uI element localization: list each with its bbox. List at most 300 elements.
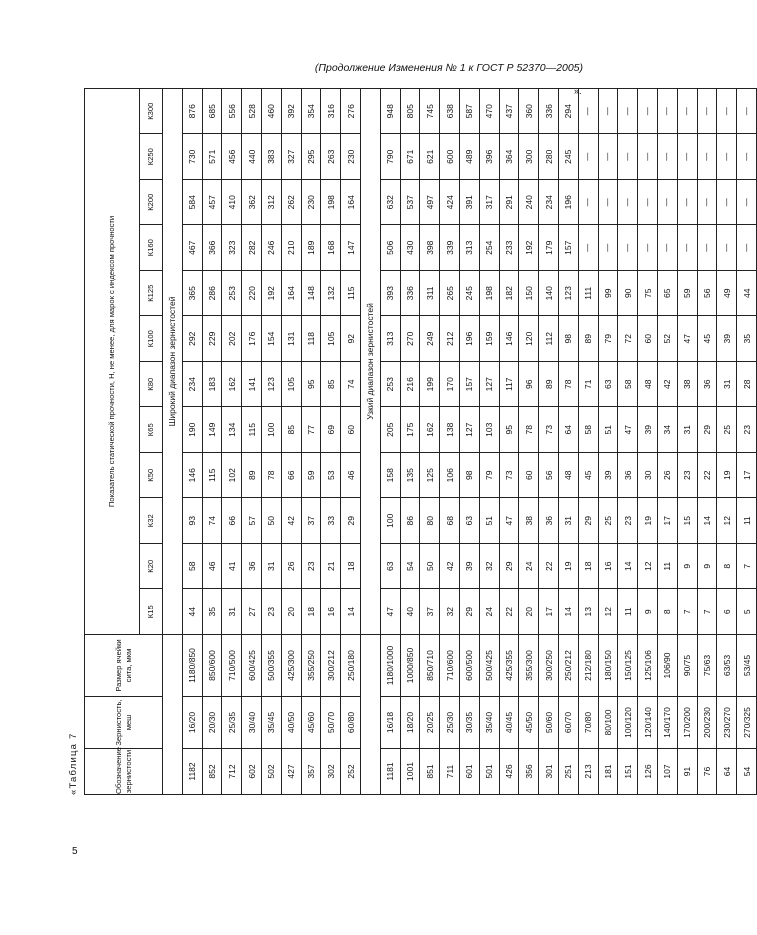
col-grit-mesh: Зернистость, меш [85,697,163,749]
value-cell: 9 [638,589,658,635]
value-cell: 7 [737,544,757,590]
value-cell: 53 [321,453,341,499]
designation-cell: 1001 [400,749,420,795]
value-cell: 23 [677,453,697,499]
table-row [717,88,737,794]
value-cell: 600 [440,134,460,180]
value-cell: 56 [539,453,559,499]
value-cell: 205 [380,407,400,453]
value-cell: 31 [677,407,697,453]
value-cell: 254 [479,225,499,271]
value-cell: 63 [598,362,618,408]
value-cell: 89 [539,362,559,408]
value-cell: 98 [558,316,578,362]
col-grade: К65 [140,407,163,453]
value-cell: 22 [539,544,559,590]
value-cell: 638 [440,88,460,134]
value-cell: 39 [598,453,618,499]
value-cell: 58 [618,362,638,408]
value-cell: 182 [499,271,519,317]
designation-cell: 427 [281,749,301,795]
value-cell: 467 [182,225,202,271]
value-cell: — [657,225,677,271]
value-cell: — [697,88,717,134]
value-cell: 196 [459,316,479,362]
value-cell: 45 [578,453,598,499]
value-cell: 32 [479,544,499,590]
value-cell: 30 [638,453,658,499]
value-cell: 26 [281,544,301,590]
table-row [519,88,539,794]
table-row [657,88,677,794]
section-spacer [360,635,380,795]
value-cell: 391 [459,180,479,226]
value-cell: 96 [519,362,539,408]
value-cell: 14 [618,544,638,590]
value-cell: 437 [499,88,519,134]
value-cell: 14 [558,589,578,635]
value-cell: 14 [341,589,361,635]
value-cell: 45 [697,316,717,362]
value-cell: 457 [202,180,222,226]
value-cell: 196 [558,180,578,226]
designation-cell: 252 [341,749,361,795]
value-cell: 33 [321,498,341,544]
sieve-cell: 850/600 [202,635,222,697]
value-cell: 24 [519,544,539,590]
value-cell: 300 [519,134,539,180]
value-cell: 202 [222,316,242,362]
col-grade: К20 [140,544,163,590]
value-cell: — [737,88,757,134]
value-cell: 383 [261,134,281,180]
col-designation: Обозначение зернистости [85,749,163,795]
value-cell: 189 [301,225,321,271]
value-cell: 23 [618,498,638,544]
value-cell: 123 [261,362,281,408]
value-cell: 50 [261,498,281,544]
grit-cell: 16/20 [182,697,202,749]
value-cell: 19 [558,544,578,590]
value-cell: 183 [202,362,222,408]
value-cell: 16 [598,544,618,590]
value-cell: 115 [242,407,262,453]
value-cell: 29 [499,544,519,590]
value-cell: 57 [242,498,262,544]
table-end-mark: ». [574,86,582,96]
value-cell: 41 [222,544,242,590]
value-cell: 233 [499,225,519,271]
grit-cell: 120/140 [638,697,658,749]
value-cell: 140 [539,271,559,317]
value-cell: 68 [440,498,460,544]
section-row [163,88,183,794]
table-row [578,88,598,794]
value-cell: 52 [657,316,677,362]
value-cell: 42 [657,362,677,408]
grit-cell: 70/80 [578,697,598,749]
value-cell: 49 [717,271,737,317]
table-row [558,88,578,794]
value-cell: 27 [242,589,262,635]
section-spacer [163,635,183,795]
value-cell: 54 [400,544,420,590]
value-cell: 138 [440,407,460,453]
value-cell: — [578,88,598,134]
value-cell: 253 [222,271,242,317]
value-cell: 685 [202,88,222,134]
value-cell: — [697,180,717,226]
value-cell: 42 [440,544,460,590]
value-cell: — [618,225,638,271]
value-cell: 282 [242,225,262,271]
col-grade: К250 [140,134,163,180]
value-cell: — [578,180,598,226]
value-cell: 31 [717,362,737,408]
value-cell: 15 [677,498,697,544]
value-cell: 164 [341,180,361,226]
value-cell: 28 [737,362,757,408]
value-cell: 64 [558,407,578,453]
value-cell: 316 [321,88,341,134]
value-cell: — [677,180,697,226]
value-cell: 46 [202,544,222,590]
value-cell: 159 [479,316,499,362]
sieve-cell: 600/500 [459,635,479,697]
value-cell: 44 [182,589,202,635]
table-row [737,88,757,794]
value-cell: 263 [321,134,341,180]
value-cell: 29 [459,589,479,635]
page-header: (Продолжение Изменения № 1 к ГОСТ Р 52370—2005) [314,62,583,74]
sieve-cell: 150/125 [618,635,638,697]
sieve-cell: 1180/850 [182,635,202,697]
col-grade: К100 [140,316,163,362]
value-cell: 65 [657,271,677,317]
value-cell: 106 [440,453,460,499]
sieve-cell: 300/212 [321,635,341,697]
value-cell: 26 [657,453,677,499]
table-row [301,88,321,794]
designation-cell: 302 [321,749,341,795]
value-cell: 12 [598,589,618,635]
value-cell: 18 [341,544,361,590]
value-cell: 276 [341,88,361,134]
value-cell: 154 [261,316,281,362]
value-cell: 730 [182,134,202,180]
value-cell: 440 [242,134,262,180]
value-cell: 115 [341,271,361,317]
value-cell: 89 [242,453,262,499]
value-cell: 245 [558,134,578,180]
value-cell: — [677,225,697,271]
grit-cell: 16/18 [380,697,400,749]
col-grade: К125 [140,271,163,317]
value-cell: — [737,180,757,226]
value-cell: 141 [242,362,262,408]
value-cell: 59 [677,271,697,317]
value-cell: 63 [459,498,479,544]
value-cell: 948 [380,88,400,134]
value-cell: 424 [440,180,460,226]
value-cell: 32 [440,589,460,635]
value-cell: 127 [459,407,479,453]
sieve-cell: 300/250 [539,635,559,697]
grit-cell: 170/200 [677,697,697,749]
value-cell: 95 [301,362,321,408]
table-row [459,88,479,794]
value-cell: 63 [380,544,400,590]
value-cell: 39 [638,407,658,453]
value-cell: 100 [380,498,400,544]
value-cell: 31 [558,498,578,544]
value-cell: 11 [618,589,638,635]
value-cell: 58 [578,407,598,453]
designation-cell: 251 [558,749,578,795]
value-cell: 71 [578,362,598,408]
grit-cell: 30/35 [459,697,479,749]
value-cell: 78 [261,453,281,499]
value-cell: 556 [222,88,242,134]
value-cell: 31 [222,589,242,635]
value-cell: — [657,134,677,180]
value-cell: 89 [578,316,598,362]
sieve-cell: 53/45 [737,635,757,697]
value-cell: 362 [242,180,262,226]
value-cell: 5 [737,589,757,635]
section-title: Широкий диапазон зернистостей [163,88,183,634]
value-cell: 75 [638,271,658,317]
value-cell: 170 [440,362,460,408]
value-cell: 29 [697,407,717,453]
value-cell: — [657,88,677,134]
table-row [618,88,638,794]
value-cell: 192 [519,225,539,271]
grit-cell: 35/40 [479,697,499,749]
value-cell: 13 [578,589,598,635]
value-cell: 36 [618,453,638,499]
value-cell: 192 [261,271,281,317]
sieve-cell: 355/300 [519,635,539,697]
table-row [420,88,440,794]
sieve-cell: 425/355 [499,635,519,697]
designation-cell: 301 [539,749,559,795]
value-cell: 56 [697,271,717,317]
value-cell: 48 [638,362,658,408]
designation-cell: 1181 [380,749,400,795]
value-cell: 36 [697,362,717,408]
value-cell: 168 [321,225,341,271]
value-cell: 280 [539,134,559,180]
value-cell: 162 [222,362,242,408]
table-row [281,88,301,794]
value-cell: 528 [242,88,262,134]
designation-cell: 602 [242,749,262,795]
table-row [677,88,697,794]
value-cell: 44 [737,271,757,317]
value-cell: — [677,134,697,180]
value-cell: 176 [242,316,262,362]
value-cell: 365 [182,271,202,317]
value-cell: 11 [737,498,757,544]
value-cell: 212 [440,316,460,362]
sieve-cell: 90/75 [677,635,697,697]
value-cell: 111 [578,271,598,317]
table-row [202,88,222,794]
designation-cell: 107 [657,749,677,795]
value-cell: 246 [261,225,281,271]
designation-cell: 64 [717,749,737,795]
value-cell: 79 [598,316,618,362]
value-cell: 23 [301,544,321,590]
grit-cell: 40/45 [499,697,519,749]
value-cell: 12 [638,544,658,590]
value-cell: — [598,180,618,226]
table-row [539,88,559,794]
value-cell: 20 [519,589,539,635]
value-cell: 17 [657,498,677,544]
value-cell: 286 [202,271,222,317]
strength-table [84,88,757,795]
value-cell: 198 [321,180,341,226]
grit-cell: 60/80 [341,697,361,749]
col-grade: К80 [140,362,163,408]
page-number: 5 [72,846,78,857]
value-cell: 112 [539,316,559,362]
value-cell: 805 [400,88,420,134]
value-cell: 396 [479,134,499,180]
value-cell: 19 [638,498,658,544]
value-cell: 323 [222,225,242,271]
section-row [360,88,380,794]
value-cell: 36 [242,544,262,590]
value-cell: 85 [281,407,301,453]
table-row [400,88,420,794]
value-cell: 147 [341,225,361,271]
value-cell: 262 [281,180,301,226]
table-row [499,88,519,794]
value-cell: 149 [202,407,222,453]
value-cell: 157 [459,362,479,408]
value-cell: 60 [341,407,361,453]
value-cell: 249 [420,316,440,362]
designation-cell: 1182 [182,749,202,795]
value-cell: 7 [697,589,717,635]
value-cell: 456 [222,134,242,180]
value-cell: 210 [281,225,301,271]
value-cell: 146 [499,316,519,362]
value-cell: 115 [202,453,222,499]
value-cell: 34 [657,407,677,453]
value-cell: 38 [519,498,539,544]
value-cell: 234 [182,362,202,408]
value-cell: 313 [459,225,479,271]
value-cell: 100 [261,407,281,453]
value-cell: 270 [400,316,420,362]
value-cell: 74 [202,498,222,544]
value-cell: 60 [519,453,539,499]
sieve-cell: 500/355 [261,635,281,697]
grit-cell: 45/60 [301,697,321,749]
sieve-cell: 250/180 [341,635,361,697]
grit-cell: 50/70 [321,697,341,749]
value-cell: 92 [341,316,361,362]
value-cell: 69 [321,407,341,453]
value-cell: 25 [717,407,737,453]
value-cell: — [638,88,658,134]
value-cell: 25 [598,498,618,544]
value-cell: 460 [261,88,281,134]
value-cell: 294 [558,88,578,134]
value-cell: 66 [222,498,242,544]
value-cell: 230 [301,180,321,226]
value-cell: 632 [380,180,400,226]
value-cell: 745 [420,88,440,134]
value-cell: — [677,88,697,134]
value-cell: 190 [182,407,202,453]
sieve-cell: 355/250 [301,635,321,697]
value-cell: — [737,225,757,271]
value-cell: 40 [400,589,420,635]
value-cell: 22 [697,453,717,499]
value-cell: 230 [341,134,361,180]
value-cell: 312 [261,180,281,226]
value-cell: 364 [499,134,519,180]
value-cell: 14 [697,498,717,544]
designation-cell: 501 [479,749,499,795]
value-cell: 73 [539,407,559,453]
value-cell: 102 [222,453,242,499]
value-cell: — [618,134,638,180]
value-cell: — [598,88,618,134]
value-cell: 164 [281,271,301,317]
value-cell: 95 [499,407,519,453]
value-cell: 410 [222,180,242,226]
value-cell: 22 [499,589,519,635]
value-cell: 118 [301,316,321,362]
value-cell: — [737,134,757,180]
value-cell: 73 [499,453,519,499]
value-cell: — [638,134,658,180]
value-cell: 90 [618,271,638,317]
table-row [638,88,658,794]
value-cell: 790 [380,134,400,180]
value-cell: 162 [420,407,440,453]
table-row [479,88,499,794]
value-cell: 39 [459,544,479,590]
value-cell: — [618,88,638,134]
designation-cell: 852 [202,749,222,795]
col-grade: К200 [140,180,163,226]
value-cell: 317 [479,180,499,226]
value-cell: 47 [499,498,519,544]
value-cell: 354 [301,88,321,134]
value-cell: 127 [479,362,499,408]
grit-cell: 25/30 [440,697,460,749]
value-cell: 17 [539,589,559,635]
grit-cell: 40/50 [281,697,301,749]
value-cell: 366 [202,225,222,271]
table-row [261,88,281,794]
value-cell: 29 [341,498,361,544]
value-cell: 93 [182,498,202,544]
value-cell: 489 [459,134,479,180]
table-row [341,88,361,794]
value-cell: — [697,134,717,180]
value-cell: — [638,225,658,271]
value-cell: 35 [202,589,222,635]
grit-cell: 100/120 [618,697,638,749]
